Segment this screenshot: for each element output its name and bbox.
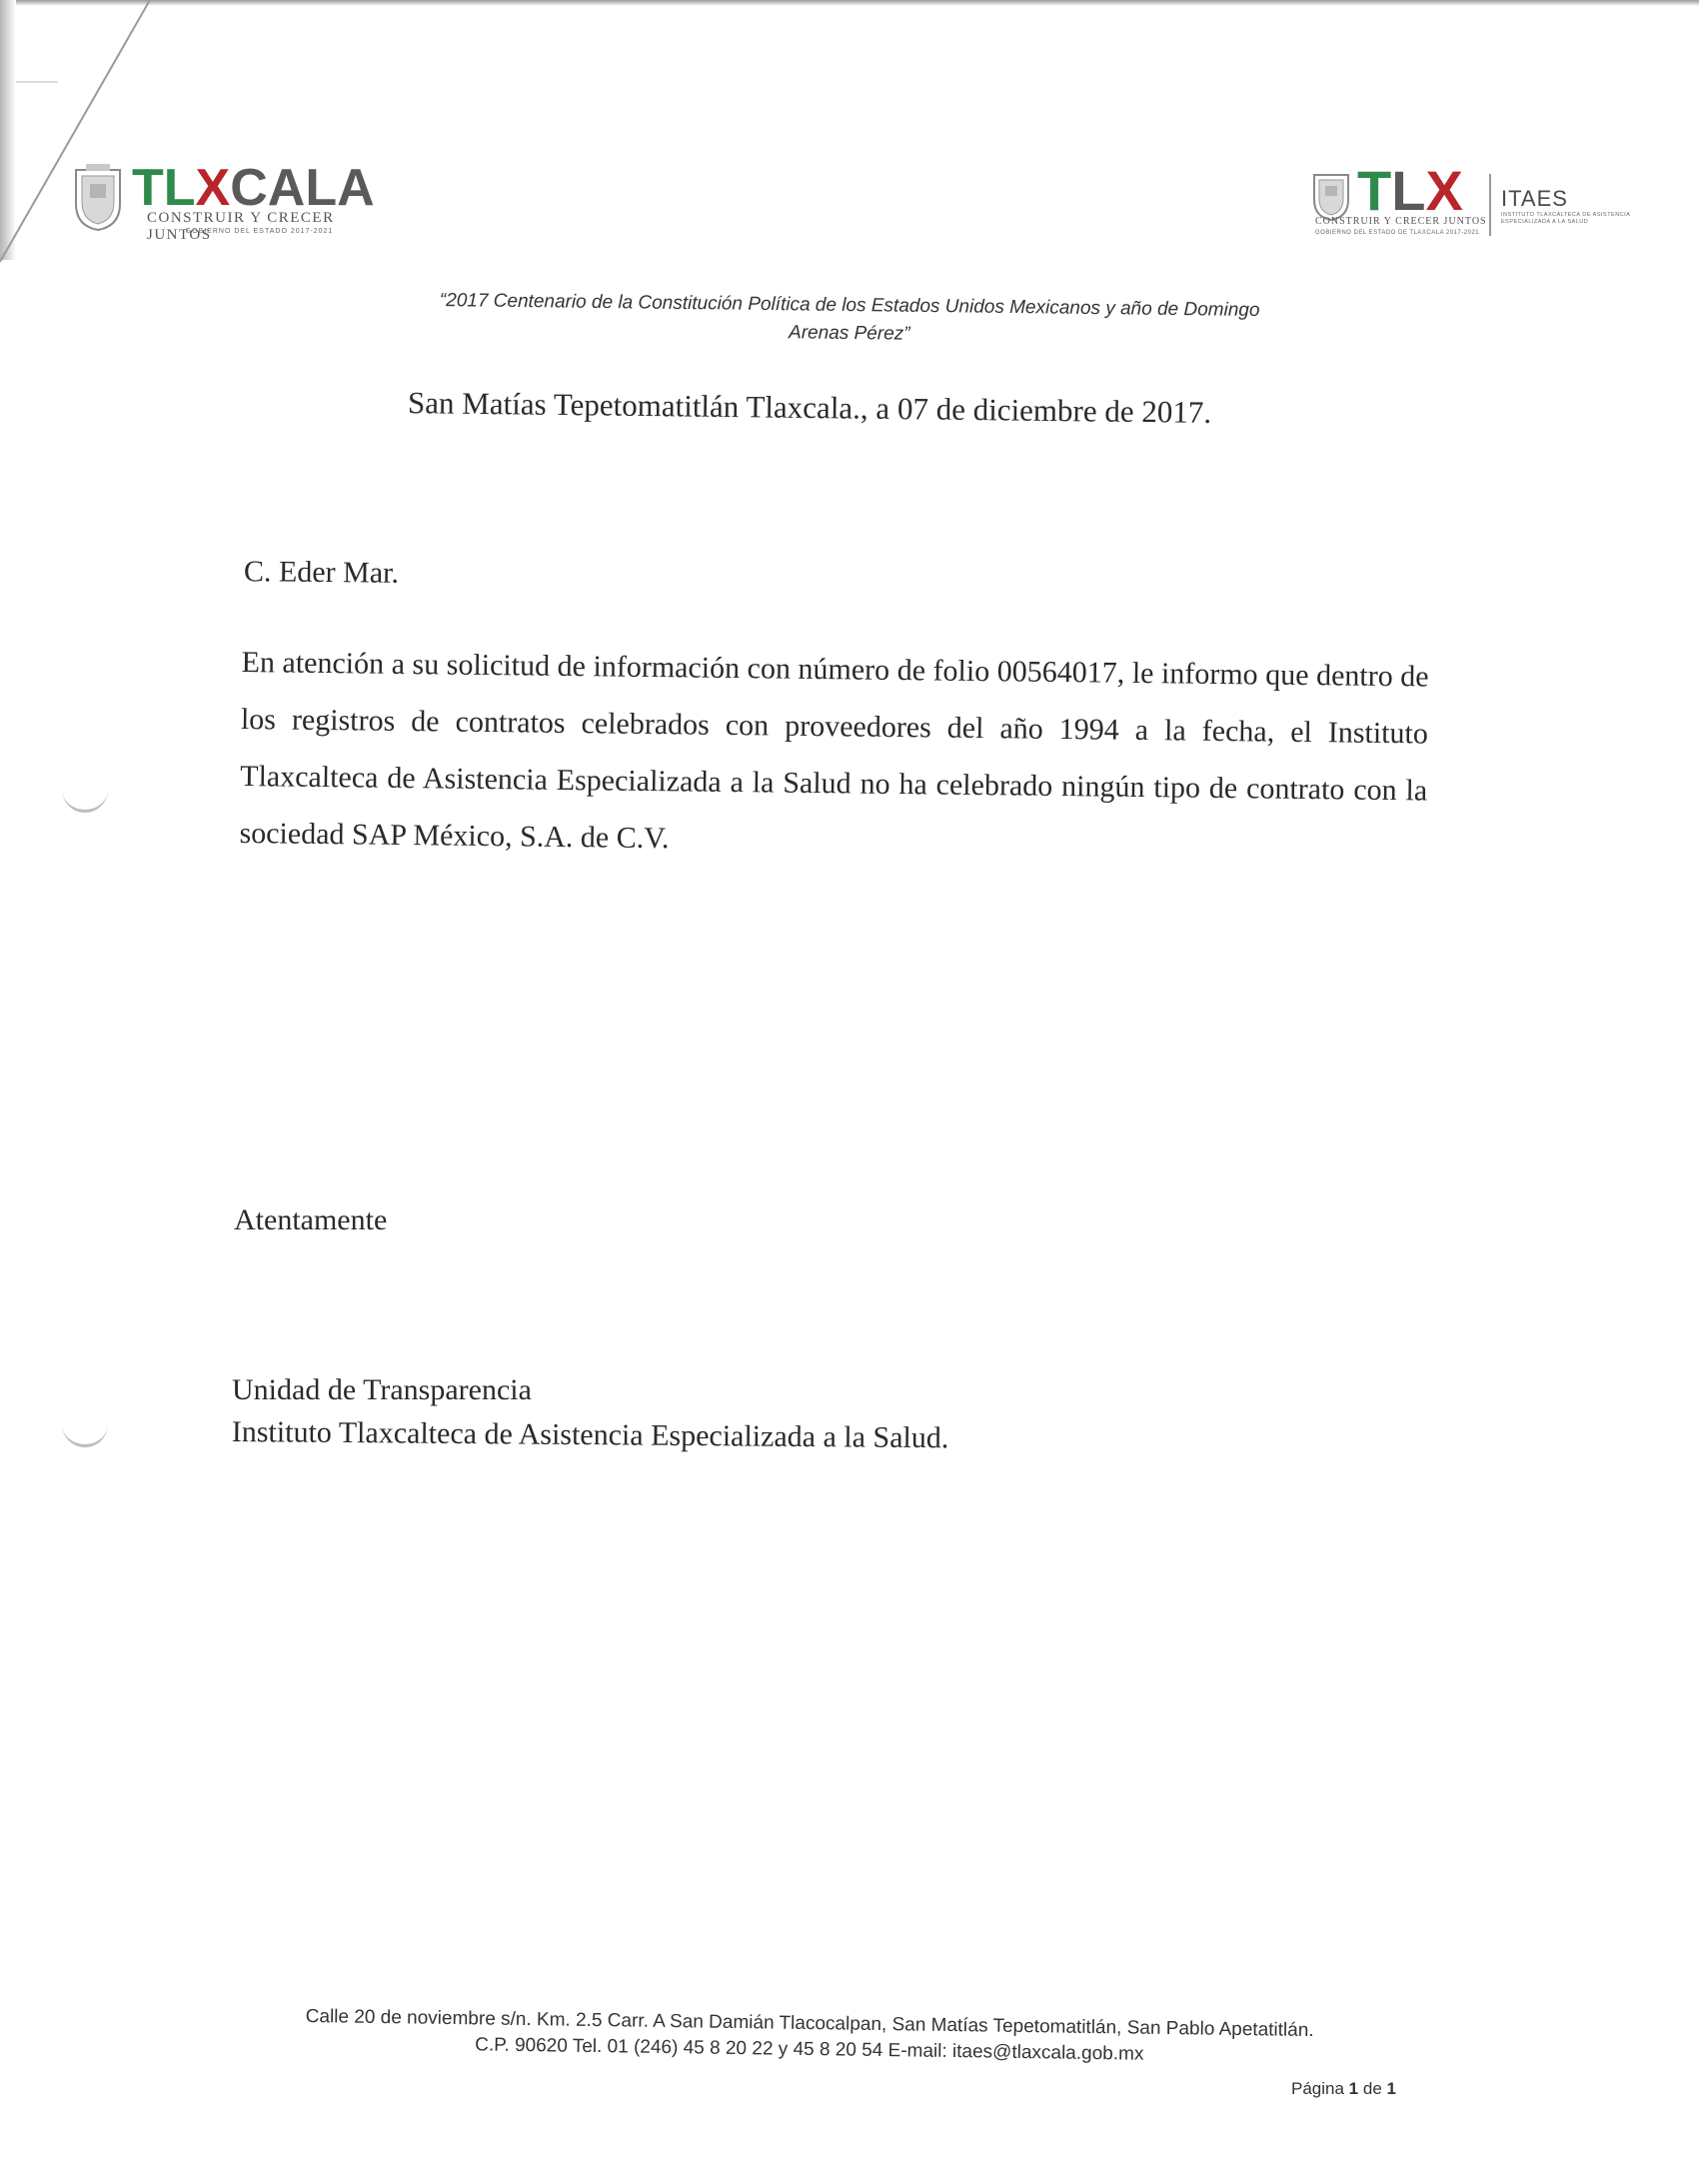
page-number [1291, 2079, 1396, 2099]
body-line: En atención a su solicitud de información con número de folio 00564017, [241, 645, 1125, 690]
body-line: proveedores del año 1994 a la fecha, el Instituto Tlaxcalteca de Asistencia [240, 709, 1429, 797]
scan-top-edge [0, 0, 1699, 6]
punch-hole [62, 1404, 108, 1447]
coat-of-arms-icon [1311, 170, 1351, 222]
recipient: C. Eder Mar. [243, 555, 400, 590]
footer-contact-line: C.P. 90620 Tel. 01 (246) 45 8 20 22 y 45 8 20 54 E-mail: itaes@tlaxcala.gob.mx [475, 2034, 1144, 2065]
page-current: 1 [1348, 2079, 1359, 2098]
logo-government-line: GOBIERNO DEL ESTADO 2017-2021 [185, 228, 334, 235]
footer-address [220, 2003, 1400, 2071]
signature-institute: Instituto Tlaxcalteca de Asistencia Especializada a la Salud. [231, 1415, 949, 1455]
logo-government-line: GOBIERNO DEL ESTADO DE TLAXCALA 2017-2021 [1315, 230, 1480, 236]
place-and-date: San Matías Tepetomatitlán Tlaxcala., a 07 de diciembre de 2017. [407, 385, 1212, 430]
brand-wordmark: TLX [1357, 159, 1463, 222]
coat-of-arms-icon [72, 164, 124, 232]
brand-wordmark: TLXCALA [132, 159, 375, 217]
itaes-abbreviation: ITAES [1501, 186, 1568, 211]
footer-address-line: Calle 20 de noviembre s/n. Km. 2.5 Carr. A San Damián Tlacocalpan, San Matías Tepetomatitlán, San Pablo Apetatitlán. [305, 2005, 1314, 2042]
itaes-full-name: INSTITUTO TLAXCALTECA DE ASISTENCIA ESPECIALIZADA A LA SALUD [1501, 212, 1631, 225]
logo-slogan: CONSTRUIR Y CRECER JUNTOS [147, 210, 335, 243]
punch-hole [62, 770, 108, 813]
page-of: de [1362, 2079, 1382, 2098]
page-label: Página [1291, 2079, 1344, 2098]
letter-body [239, 634, 1429, 876]
page-total: 1 [1386, 2079, 1396, 2098]
logo-slogan: CONSTRUIR Y CRECER JUNTOS [1315, 216, 1487, 227]
official-year-motto: “2017 Centenario de la Constitución Política de los Estados Unidos Mexicanos y año de Domingo Arenas Pérez” [439, 289, 1260, 345]
signature-unit: Unidad de Transparencia [232, 1373, 532, 1406]
tlaxcala-logo [72, 160, 382, 242]
body-line: Especializada a la Salud no ha celebrado ningún tipo de contrato con la [556, 763, 1428, 808]
body-line: sociedad SAP México, S.A. de C.V. [239, 816, 670, 856]
tlx-itaes-logo [1311, 159, 1631, 246]
logo-divider [1489, 174, 1491, 236]
closing: Atentamente [234, 1203, 388, 1236]
body-line: le informo que dentro de los registros de contratos celebrados con [240, 656, 1429, 743]
